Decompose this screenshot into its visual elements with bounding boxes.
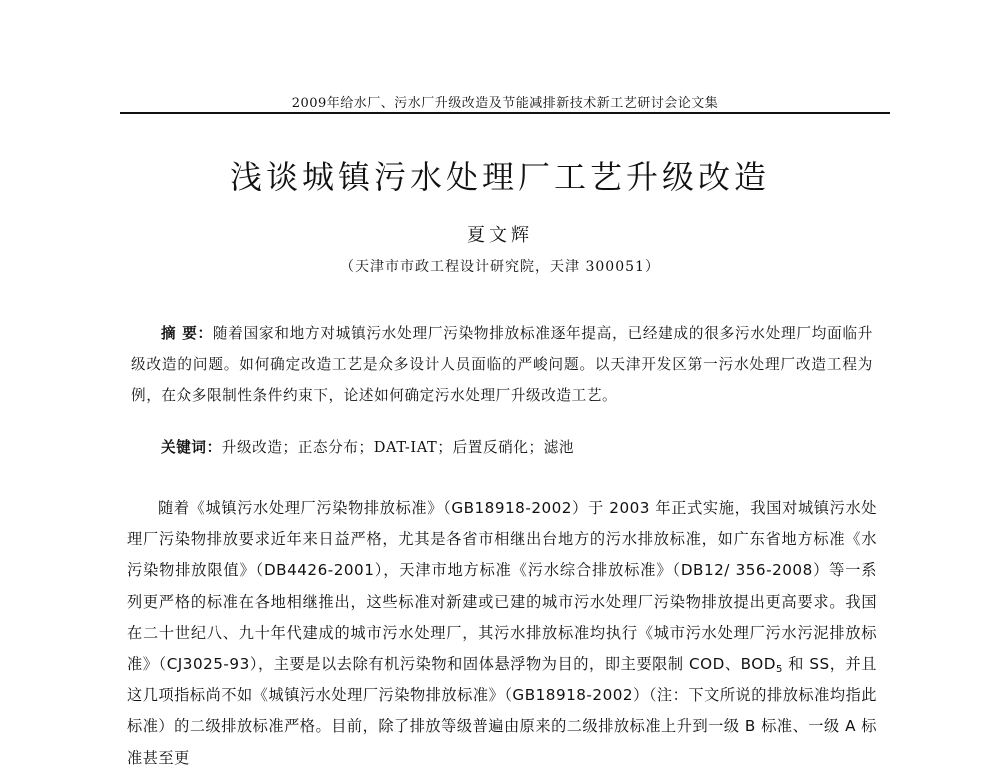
abstract-text: 随着国家和地方对城镇污水处理厂污染物排放标准逐年提高，已经建成的很多污水处理厂均面临升级改造的问题。如何确定改造工艺是众多设计人员面临的严峻问题。以天津开发区第一污水处理厂改造工程为例，在众多限制性条件约束下，论述如何确定污水处理厂升级改造工艺。 bbox=[131, 325, 873, 404]
body-text-part1: 随着《城镇污水处理厂污染物排放标准》（GB18918-2002）于 2003 年正式实施，我国对城镇污水处理厂污染物排放要求近年来日益严格，尤其是各省市相继出台地方的污水排放标准，如广东省地方标准《水污染物排放限值》（DB4426-2001），天津市地方标准《污水综合排放标准》（DB12/ 356-2008）等一系列更严格的标准在各地相继推出，这些标准对新建或已建的城市污水处理厂污染物排放提出更高要求。我国在二十世纪八、九十年代建成的城市污水处理厂，其污水排放标准均执行《城市污水处理厂污水污泥排放标准》（CJ3025-93），主要是以去除有机污染物和固体悬浮物为目的，即主要限制 COD、BOD bbox=[127, 499, 877, 674]
bod-subscript: 5 bbox=[775, 664, 783, 676]
header-rule bbox=[120, 112, 890, 114]
keywords-text: 升级改造；正态分布；DAT-IAT；后置反硝化；滤池 bbox=[221, 439, 575, 456]
author-affiliation: （天津市市政工程设计研究院，天津 300051） bbox=[340, 259, 660, 275]
body-text-part2: 和 SS，并且这几项指标尚不如《城镇污水处理厂污染物排放标准》（GB18918-2002）（注：下文所说的排放标准均指此标准）的二级排放标准严格。目前，除了排放等级普遍由原来的二级排放标准上升到一级 B 标准、一级 A 标准甚至更 bbox=[127, 655, 877, 767]
keywords-label: 关键词： bbox=[161, 439, 222, 456]
body-paragraph bbox=[127, 493, 877, 774]
article-title: 浅谈城镇污水处理厂工艺升级改造 bbox=[229, 158, 770, 196]
abstract-label: 摘 要： bbox=[161, 325, 213, 342]
author-name: 夏文辉 bbox=[467, 225, 533, 246]
running-header: 2009年给水厂、污水厂升级改造及节能减排新技术新工艺研讨会论文集 bbox=[291, 96, 719, 111]
keywords bbox=[161, 436, 871, 457]
abstract bbox=[131, 318, 873, 411]
